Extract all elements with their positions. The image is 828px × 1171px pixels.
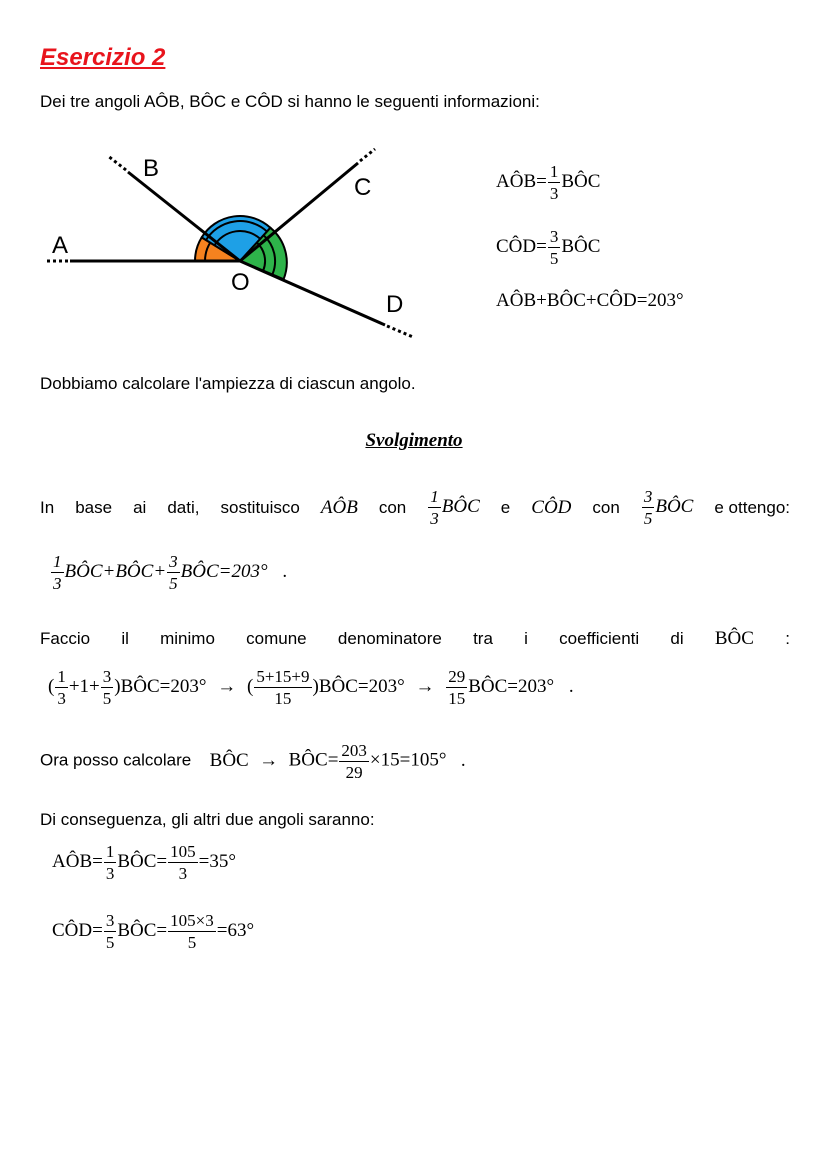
step3-word: coefficienti <box>559 629 640 648</box>
ray-od <box>240 261 385 325</box>
ray-ob-dots <box>108 156 126 170</box>
fraction-den: 5 <box>643 509 653 528</box>
intro-text: Dei tre angoli AÔB, BÔC e CÔD si hanno le seguenti informazioni: <box>40 92 540 111</box>
given-eq-1-rhs: BÔC <box>561 170 601 192</box>
label-d: D <box>386 291 404 318</box>
given-eq-1-fraction <box>548 163 561 202</box>
paren-close-eq: )BÔC=203° <box>114 675 207 697</box>
fraction-num: 1 <box>105 842 115 861</box>
fraction-den: 5 <box>169 574 178 593</box>
step4-equation <box>48 668 574 707</box>
fraction-num: 29 <box>448 667 466 686</box>
fraction-den: 15 <box>448 689 466 708</box>
fraction-den: 5 <box>102 689 112 708</box>
step3-word: di <box>670 629 684 648</box>
result1-lhs: AÔB= <box>52 850 103 872</box>
fraction <box>101 668 114 707</box>
result2-rhs: =63° <box>216 919 255 941</box>
step1-con-2: con <box>592 497 620 517</box>
result2-lhs: CÔD= <box>52 919 103 941</box>
exercise-title: Esercizio 2 <box>40 44 166 71</box>
given-eq-2 <box>496 228 600 267</box>
fraction-den: 5 <box>187 933 197 952</box>
label-a: A <box>52 232 69 259</box>
result-cod <box>52 912 254 951</box>
step3-line <box>40 628 790 650</box>
fraction <box>168 843 198 882</box>
step1-word: ai <box>133 497 147 517</box>
step5-lhs: BÔC= <box>288 749 339 771</box>
step1-word: dati, <box>167 497 200 517</box>
step6-text: Di conseguenza, gli altri due angoli saranno: <box>40 810 375 829</box>
step3-word: i <box>524 629 528 648</box>
label-b: B <box>143 155 160 182</box>
angle-boc: BÔC <box>209 749 249 771</box>
fraction <box>168 912 216 951</box>
given-eq-2-fraction <box>548 228 561 267</box>
given-eq-3: AÔB+BÔC+CÔD=203° <box>496 290 684 311</box>
step2-part-2: BÔC=203° <box>180 560 268 582</box>
step1-e: e <box>500 497 511 517</box>
fraction <box>167 553 180 592</box>
result1-mid: BÔC= <box>117 850 168 872</box>
step1-word: base <box>75 497 113 517</box>
fraction-num: 3 <box>549 227 559 246</box>
given-eq-1 <box>496 163 600 202</box>
fraction-num: 3 <box>102 667 112 686</box>
fraction-den: 5 <box>549 249 559 268</box>
step3-word: comune <box>246 629 307 648</box>
ray-oc-dots <box>360 149 375 161</box>
given-eq-2-lhs: CÔD= <box>496 235 547 257</box>
fraction-num: 1 <box>53 552 62 571</box>
result2-mid: BÔC= <box>117 919 168 941</box>
svolgimento-heading: Svolgimento <box>365 430 463 451</box>
step2-equation <box>50 553 287 592</box>
step1-expr-2 <box>641 488 694 527</box>
fraction <box>642 488 655 527</box>
fraction <box>104 843 117 882</box>
fraction <box>254 668 311 707</box>
step3-colon: : <box>785 629 790 648</box>
arrow-icon: → <box>415 675 435 697</box>
fraction <box>51 553 64 592</box>
step1-con-1: con <box>378 497 407 517</box>
fraction-num: 1 <box>549 162 559 181</box>
step4-end: BÔC=203° <box>468 675 555 697</box>
angle-boc: BÔC <box>441 495 480 517</box>
fraction-den: 15 <box>274 689 292 708</box>
ray-ob <box>128 172 240 261</box>
paren-close-eq: )BÔC=203° <box>312 675 405 697</box>
angle-cod: CÔD <box>531 496 572 518</box>
step2-part-1: BÔC+BÔC+ <box>64 560 167 582</box>
step3-word: tra <box>473 629 493 648</box>
step1-expr-1 <box>427 488 480 527</box>
task-text: Dobbiamo calcolare l'ampiezza di ciascun angolo. <box>40 374 416 393</box>
fraction-den: 29 <box>345 763 363 782</box>
fraction-den: 3 <box>105 864 115 883</box>
step5-line <box>40 742 466 781</box>
fraction <box>339 742 369 781</box>
fraction-den: 5 <box>105 933 115 952</box>
step5-dot: . <box>460 749 466 771</box>
fraction-num: 105×3 <box>170 911 214 930</box>
step3-word: il <box>121 629 129 648</box>
fraction-den: 3 <box>178 864 188 883</box>
fraction <box>104 912 117 951</box>
fraction-den: 3 <box>53 574 62 593</box>
step1-line <box>40 488 790 527</box>
ray-od-dots <box>387 326 413 337</box>
step3-word: denominatore <box>337 629 442 648</box>
angle-boc: BÔC <box>714 628 754 649</box>
fraction-num: 203 <box>341 741 367 760</box>
angle-boc: BÔC <box>655 495 694 517</box>
fraction-den: 3 <box>430 509 439 528</box>
fraction-num: 1 <box>57 667 66 686</box>
label-c: C <box>354 174 372 201</box>
step3-word: Faccio <box>40 629 91 648</box>
arrow-icon: → <box>259 749 279 771</box>
step5-rhs: ×15=105° <box>369 749 447 771</box>
arrow-icon: → <box>217 675 237 697</box>
angle-aob: AÔB <box>320 496 358 518</box>
step1-ottengo: e ottengo: <box>714 497 790 517</box>
plus-one: +1+ <box>68 675 100 697</box>
given-eq-2-rhs: BÔC <box>561 235 601 257</box>
result-aob <box>52 843 236 882</box>
step4-dot: . <box>568 675 574 697</box>
fraction-den: 3 <box>549 184 559 203</box>
fraction-num: 105 <box>170 842 196 861</box>
fraction-den: 3 <box>57 689 66 708</box>
step2-dot: . <box>282 560 288 582</box>
given-eq-1-lhs: AÔB= <box>496 170 547 192</box>
fraction-num: 3 <box>105 911 115 930</box>
step1-word: sostituisco <box>220 497 300 517</box>
ray-oc <box>240 163 358 261</box>
fraction-num: 3 <box>643 487 653 506</box>
fraction <box>55 668 68 707</box>
fraction-num: 5+15+9 <box>256 667 310 686</box>
fraction <box>428 488 441 527</box>
paren-open: ( <box>246 675 254 697</box>
paren-open: ( <box>48 675 55 697</box>
result1-rhs: =35° <box>198 850 236 872</box>
fraction <box>446 668 467 707</box>
step5-text: Ora posso calcolare <box>40 750 192 770</box>
angle-figure <box>40 145 420 345</box>
step3-word: minimo <box>160 629 215 648</box>
step1-word: In <box>40 497 55 517</box>
label-o: O <box>231 269 250 296</box>
fraction-num: 1 <box>430 487 439 506</box>
fraction-num: 3 <box>169 552 178 571</box>
